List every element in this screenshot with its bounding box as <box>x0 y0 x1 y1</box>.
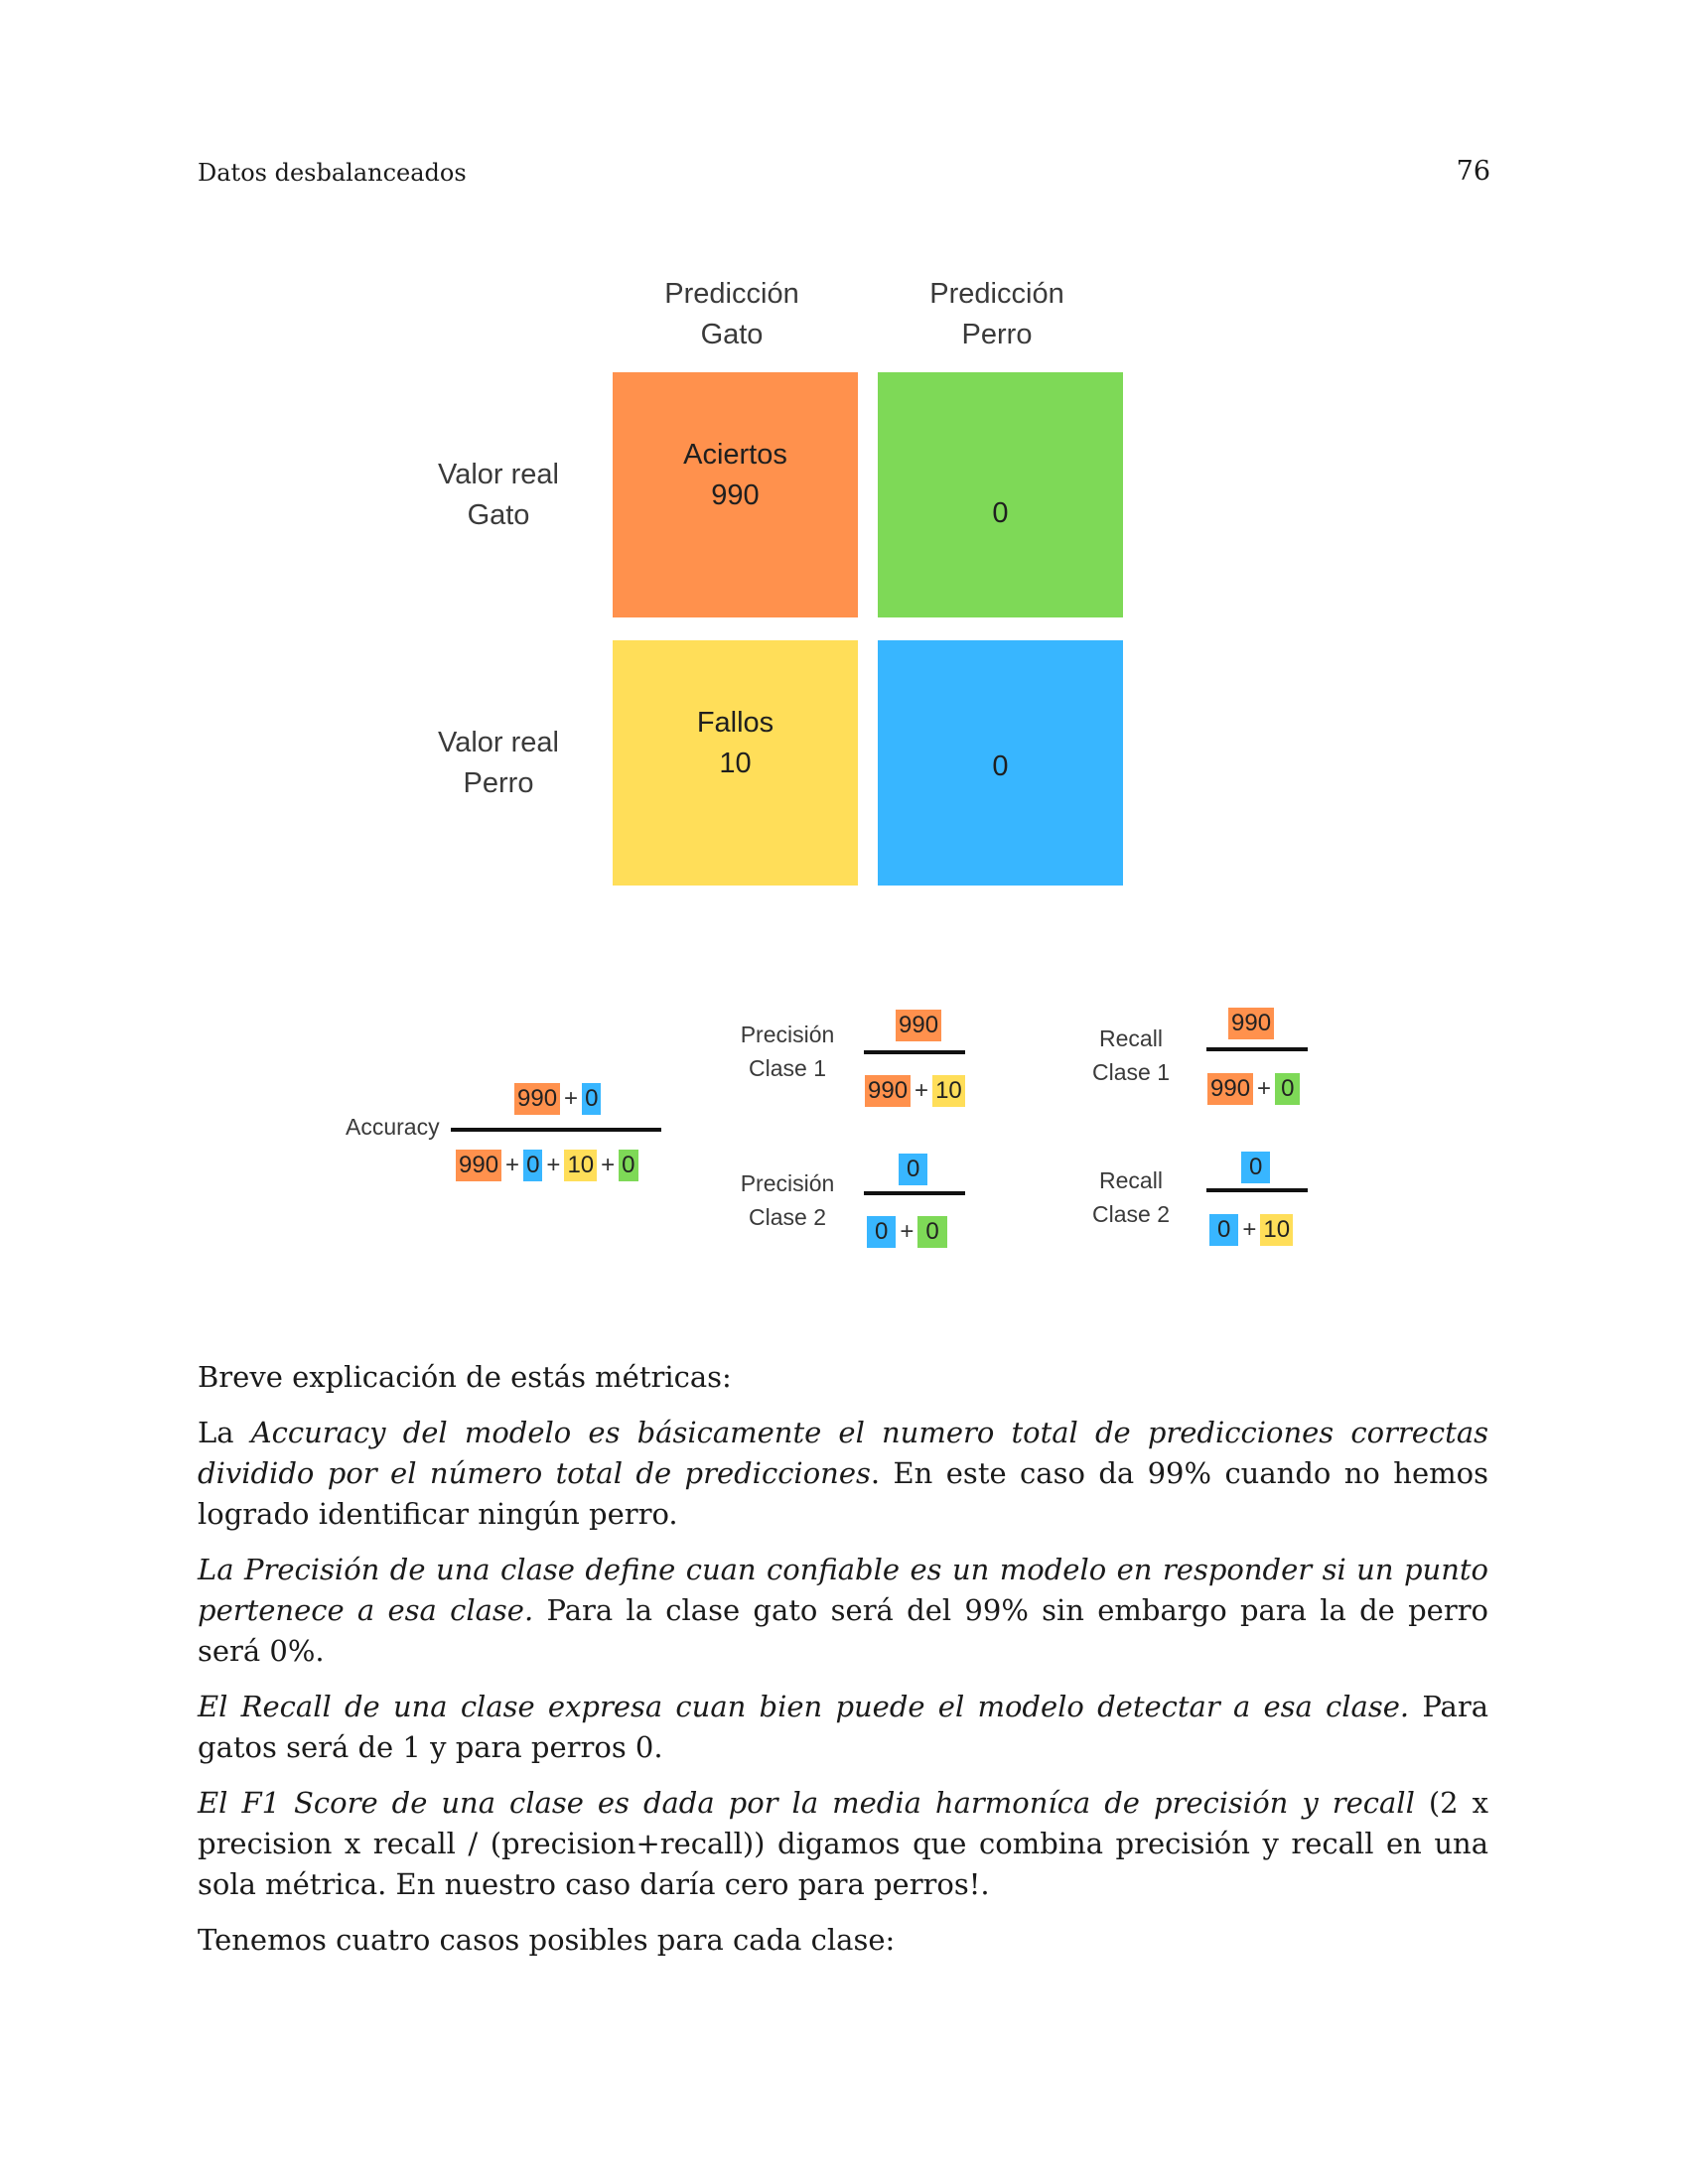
cell-false-negative-value: 0 <box>992 497 1009 529</box>
cell-aciertos-value: 990 <box>711 479 760 511</box>
cell-false-negative <box>878 372 1123 617</box>
recall-clase2-label: Recall Clase 2 <box>1092 1167 1170 1227</box>
page-number: 76 <box>1456 156 1490 187</box>
precision-clase2-bar <box>864 1191 965 1195</box>
cell-fallos-label: Fallos <box>696 707 774 739</box>
accuracy-label: Accuracy <box>346 1114 440 1140</box>
recall-clase1-bar <box>1206 1047 1308 1051</box>
recall-clase1-label: Recall Clase 1 <box>1092 1025 1170 1085</box>
precision-clase2-numerator: 0 <box>899 1154 927 1185</box>
cell-aciertos-label: Aciertos <box>683 439 787 471</box>
precision-clase1-numerator: 990 <box>896 1010 941 1041</box>
accuracy-numerator: 990 + 0 <box>514 1083 601 1115</box>
running-header-title: Datos desbalanceados <box>198 159 467 187</box>
precision-clase2-label: Precisión Clase 2 <box>740 1170 835 1230</box>
cell-true-negative <box>878 640 1123 886</box>
recall-clase1-numerator: 990 <box>1228 1008 1274 1039</box>
closing-paragraph: Tenemos cuatro casos posibles para cada clase: <box>198 1923 896 1957</box>
col-header-prediccion-perro: Predicción Perro <box>929 278 1064 350</box>
precision-clase1-label: Precisión Clase 1 <box>740 1022 835 1081</box>
precision-clase2-denominator: 0 + 0 <box>867 1216 947 1248</box>
row-header-valor-real-gato: Valor real Gato <box>438 459 559 531</box>
col-header-prediccion-gato: Predicción Gato <box>664 278 799 350</box>
recall-paragraph: El Recall de una clase expresa cuan bien puede el modelo detectar a esa clase. Para gatos será de 1 y para perros 0. <box>198 1690 1488 1764</box>
accuracy-fraction-bar <box>451 1128 661 1132</box>
cell-aciertos <box>613 372 858 617</box>
body-text <box>198 1357 1488 1976</box>
cell-true-negative-value: 0 <box>992 751 1009 782</box>
cell-fallos-value: 10 <box>719 748 752 779</box>
precision-paragraph: La Precisión de una clase define cuan confiable es un modelo en responder si un punto pertenece a esa clase. Para la clase gato será del 99% sin embargo para la de perro será 0%. <box>198 1553 1489 1668</box>
intro-paragraph: Breve explicación de estás métricas: <box>198 1360 732 1394</box>
precision-clase1-denominator: 990 + 10 <box>865 1075 965 1107</box>
f1-paragraph: El F1 Score de una clase es dada por la media harmoníca de precisión y recall (2 x precision x recall / (precision+recall)) digamos que combina precisión y recall en una sola métrica. En nuestro caso daría cero para perros!. <box>198 1786 1488 1901</box>
cell-fallos <box>613 640 858 886</box>
accuracy-denominator: 990 + 0 + 10 + 0 <box>456 1150 638 1181</box>
accuracy-paragraph: La Accuracy del modelo es básicamente el numero total de predicciones correctas dividido por el número total de predicciones. En este caso da 99% cuando no hemos logrado identificar ningún perro. <box>198 1416 1488 1531</box>
recall-clase2-numerator: 0 <box>1241 1152 1270 1183</box>
precision-clase1-bar <box>864 1050 965 1054</box>
recall-clase2-bar <box>1206 1188 1308 1192</box>
recall-clase2-denominator: 0 + 10 <box>1209 1214 1293 1246</box>
row-header-valor-real-perro: Valor real Perro <box>438 727 559 799</box>
recall-clase1-denominator: 990 + 0 <box>1207 1073 1300 1105</box>
